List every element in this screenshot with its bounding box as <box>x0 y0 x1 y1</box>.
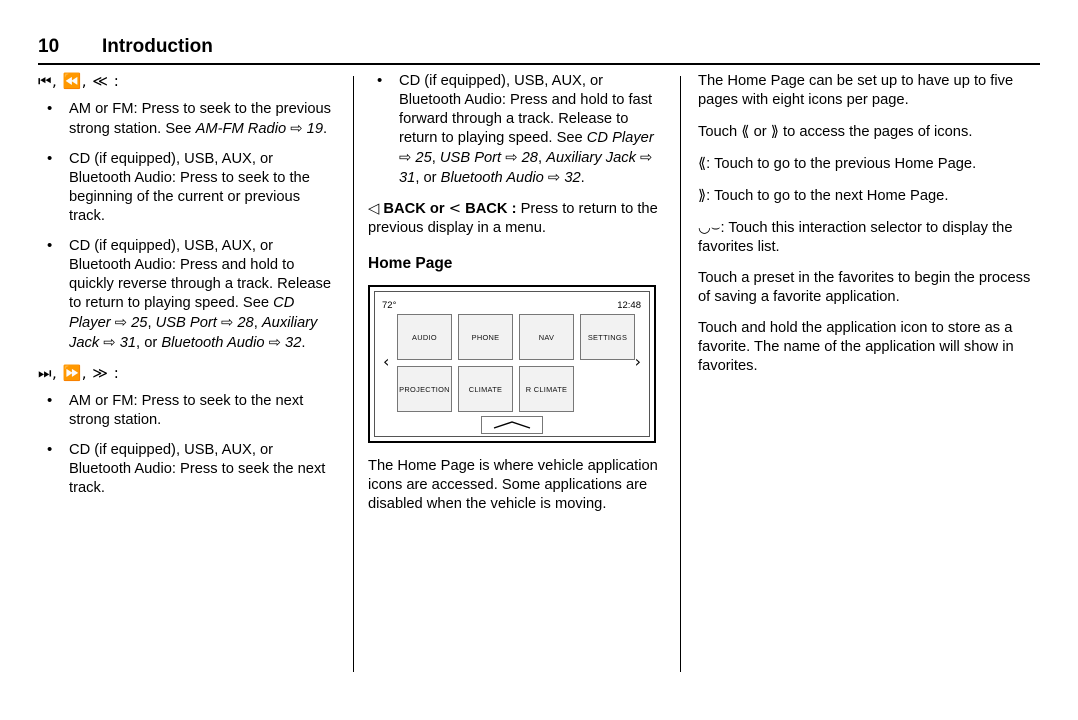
screen-next-page-arrow[interactable]: › <box>634 352 641 371</box>
screen-app-climate[interactable]: CLIMATE <box>458 366 513 412</box>
save-favorite-text: Touch a preset in the favorites to begin the process of saving a favorite application. <box>698 270 1031 305</box>
screen-icon-grid <box>397 314 635 418</box>
home-page-heading: Home Page <box>368 255 453 272</box>
home-page-setup-text: The Home Page can be set up to have up to five pages with eight icons per page. <box>698 73 1014 108</box>
double-chevron-left-icon: ⟪ <box>741 123 750 140</box>
list-item: • CD (if equipped), USB, AUX, or Bluetooth Audio: Press and hold to fast forward through a track. Release to return to playing speed. See CD Player ⇨ 25, USB Port ⇨ 28, Auxiliary Jack ⇨ 31, or Bluetooth Audio ⇨ 32. <box>368 72 666 188</box>
touch-label-mid: or <box>753 124 767 140</box>
favorites-selector-text <box>698 218 1040 257</box>
fast-forward-list <box>368 72 666 188</box>
interaction-selector-icon: ◡﻿⌣ <box>698 219 721 236</box>
list-item: • CD (if equipped), USB, AUX, or Bluetooth Audio: Press and hold to quickly reverse through a track. Release to return to playing speed. See CD Player ⇨ 25, USB Port ⇨ 28, Auxiliary Jack ⇨ 31, or Bluetooth Audio ⇨ 32. <box>38 237 338 353</box>
radio-screen-inner <box>374 291 650 437</box>
screen-app-phone[interactable]: PHONE <box>458 314 513 360</box>
screen-app-nav[interactable]: NAV <box>519 314 574 360</box>
screen-app-audio[interactable]: AUDIO <box>397 314 452 360</box>
screen-app-rear-climate[interactable]: R CLIMATE <box>519 366 574 412</box>
seek-next-symbols: ⏭, ⏩, ≫ : <box>38 364 120 382</box>
page-number: 10 <box>38 36 60 57</box>
column-divider-1 <box>353 76 354 672</box>
page-access-text <box>698 122 1040 142</box>
screen-previous-page-arrow[interactable]: ‹ <box>383 352 390 371</box>
screen-icon-row-1 <box>397 314 635 360</box>
page-title: Introduction <box>102 36 213 57</box>
home-page-screenshot <box>368 285 666 443</box>
touch-label-post: to access the pages of icons. <box>782 124 973 140</box>
screen-app-projection[interactable]: PROJECTION <box>397 366 452 412</box>
column-divider-2 <box>680 76 681 672</box>
content-columns <box>38 72 1040 672</box>
back-button-paragraph <box>368 199 666 238</box>
previous-home-page-text <box>698 154 1040 174</box>
back-triangle-icon: ◁ <box>368 200 380 217</box>
home-page-caption: The Home Page is where vehicle application icons are accessed. Some applications are disabled when the vehicle is moving. <box>368 458 658 512</box>
list-item: • CD (if equipped), USB, AUX, or Bluetooth Audio: Press to seek to the beginning of the current or previous track. <box>38 150 338 226</box>
previous-home-page-desc: : Touch to go to the previous Home Page. <box>706 156 977 172</box>
column-1 <box>38 72 338 509</box>
screen-app-settings[interactable]: SETTINGS <box>580 314 635 360</box>
column-2 <box>368 72 666 526</box>
screen-favorites-selector[interactable] <box>481 416 543 434</box>
chevron-left-icon: ⟪ <box>698 155 707 172</box>
list-item: • AM or FM: Press to seek to the previous strong station. See AM-FM Radio ⇨ 19. <box>38 100 338 139</box>
seek-previous-symbols: ⏮, ⏪, ≪ : <box>38 72 120 90</box>
screen-temperature: 72° <box>382 300 397 311</box>
favorites-selector-desc: : Touch this interaction selector to display the favorites list. <box>698 220 1013 255</box>
screen-clock: 12:48 <box>617 300 641 311</box>
chevron-right-icon: ⟫ <box>698 187 707 204</box>
next-home-page-text <box>698 186 1040 206</box>
back-description: Press to return to the previous display in a menu. <box>368 201 658 236</box>
list-item: • CD (if equipped), USB, AUX, or Bluetooth Audio: Press to seek the next track. <box>38 441 338 498</box>
seek-previous-list <box>38 100 338 353</box>
favorites-chevron-icon <box>492 420 532 430</box>
radio-screen-frame <box>368 285 656 443</box>
next-home-page-desc: : Touch to go to the next Home Page. <box>706 188 949 204</box>
header-divider-rule <box>38 63 1040 65</box>
store-favorite-text: Touch and hold the application icon to store as a favorite. The name of the application will show in favorites. <box>698 320 1014 374</box>
touch-label-pre: Touch <box>698 124 738 140</box>
back-chevron-icon: < <box>448 200 461 217</box>
double-chevron-right-icon: ⟫ <box>770 123 779 140</box>
page-header <box>38 36 1040 66</box>
back-label-2: BACK : <box>465 201 517 217</box>
screen-icon-row-2 <box>397 366 635 412</box>
seek-next-list <box>38 392 338 498</box>
back-label-1: BACK or <box>383 201 445 217</box>
list-item: • AM or FM: Press to seek to the next strong station. <box>38 392 338 430</box>
column-3 <box>698 72 1040 388</box>
